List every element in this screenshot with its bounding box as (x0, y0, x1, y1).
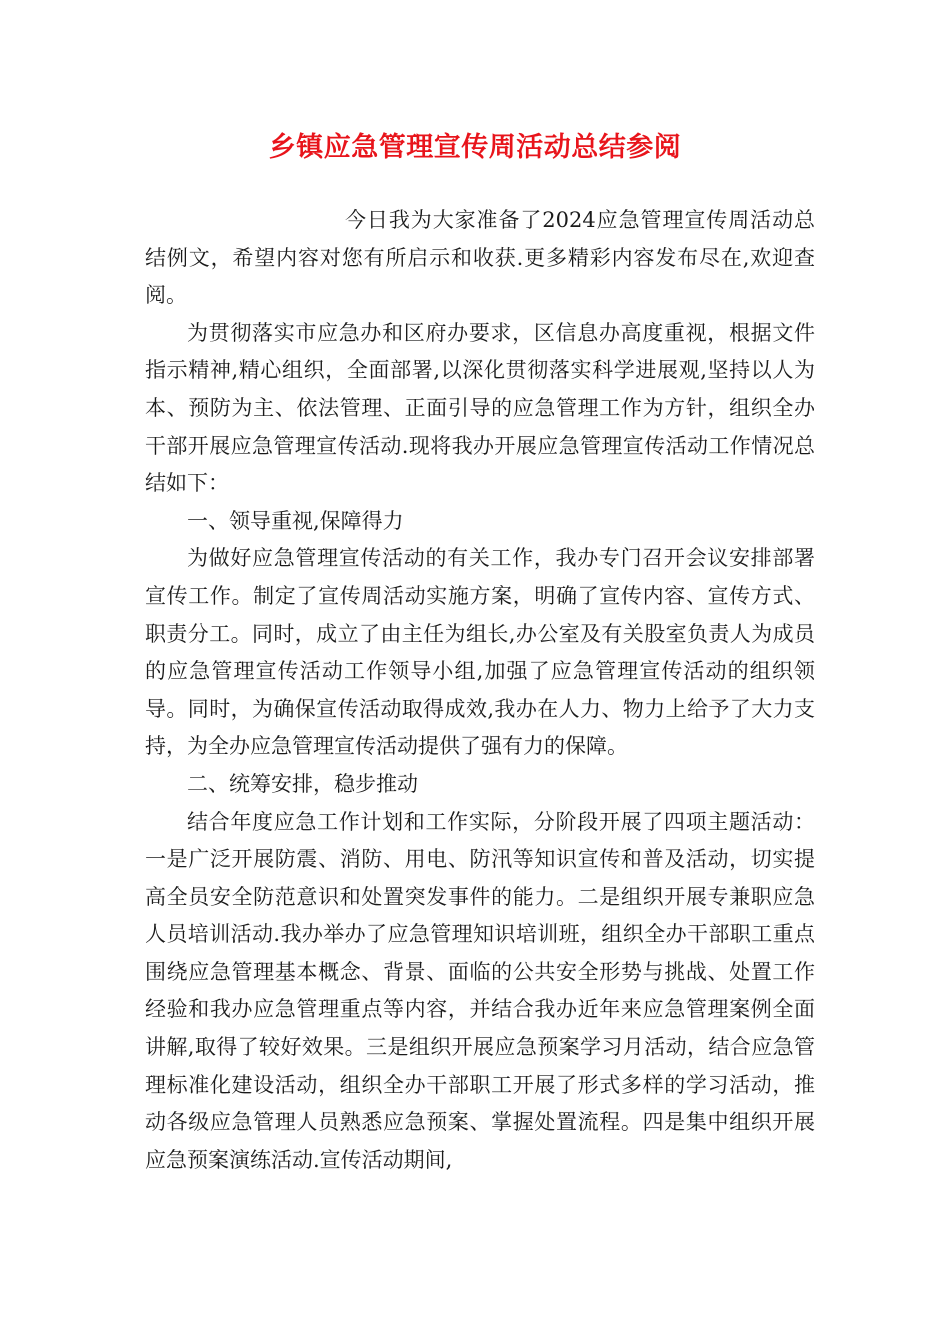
body-paragraph: 结合年度应急工作计划和工作实际，分阶段开展了四项主题活动：一是广泛开展防震、消防、用电、防汛等知识宣传和普及活动，切实提高全员安全防范意识和处置突发事件的能力。二是组织开展专兼职应急人员培训活动.我办举办了应急管理知识培训班，组织全办干部职工重点围绕应急管理基本概念、背景、面临的公共安全形势与挑战、处置工作经验和我办应急管理重点等内容，并结合我办近年来应急管理案例全面讲解,取得了较好效果。三是组织开展应急预案学习月活动，结合应急管理标准化建设活动，组织全办干部职工开展了形式多样的学习活动，推动各级应急管理人员熟悉应急预案、掌握处置流程。四是集中组织开展应急预案演练活动.宣传活动期间, (145, 809, 815, 1172)
document-body (145, 202, 815, 1179)
body-paragraph: 为做好应急管理宣传活动的有关工作，我办专门召开会议安排部署宣传工作。制定了宣传周活动实施方案，明确了宣传内容、宣传方式、职责分工。同时，成立了由主任为组长,办公室及有关股室负责人为成员的应急管理宣传活动工作领导小组,加强了应急管理宣传活动的组织领导。同时，为确保宣传活动取得成效,我办在人力、物力上给予了大力支持，为全办应急管理宣传活动提供了强有力的保障。 (145, 546, 815, 759)
document-title: 乡镇应急管理宣传周活动总结参阅 (268, 132, 682, 163)
section-heading: 二、统筹安排，稳步推动 (187, 771, 418, 796)
body-paragraph: 为贯彻落实市应急办和区府办要求，区信息办高度重视，根据文件指示精神,精心组织，全面部署,以深化贯彻落实科学进展观,坚持以人为本、预防为主、依法管理、正面引导的应急管理工作为方针，组织全办干部开展应急管理宣传活动.现将我办开展应急管理宣传活动工作情况总结如下： (145, 320, 815, 496)
intro-paragraph: 今日我为大家准备了2024应急管理宣传周活动总结例文，希望内容对您有所启示和收获.更多精彩内容发布尽在,欢迎查阅。 (145, 208, 815, 308)
section-heading: 一、领导重视,保障得力 (187, 508, 404, 533)
